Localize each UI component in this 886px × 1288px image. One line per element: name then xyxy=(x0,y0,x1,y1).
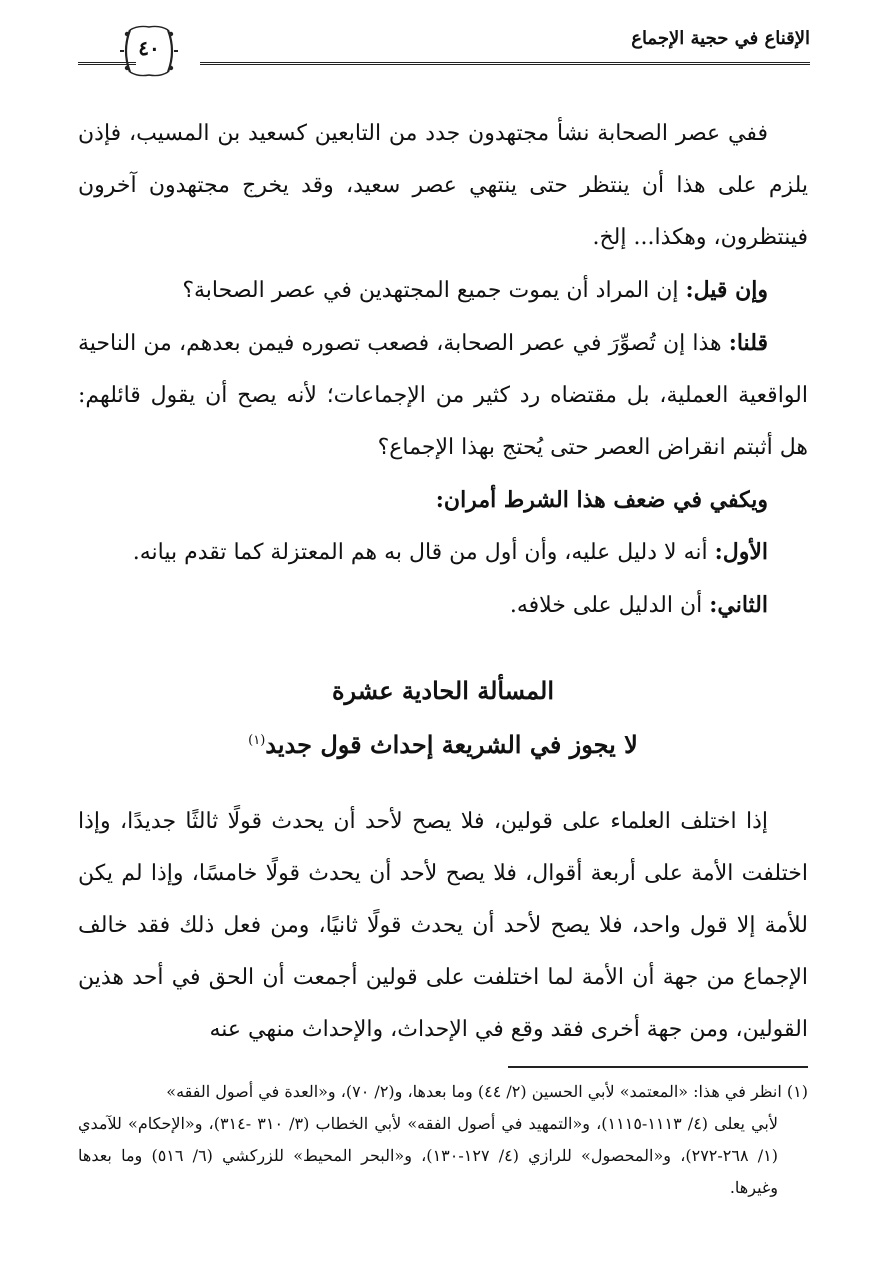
paragraph-text: أن الدليل على خلافه. xyxy=(509,593,710,618)
paragraph-lead: وإن قيل: xyxy=(685,277,768,303)
main-text xyxy=(78,108,808,632)
section-subtitle xyxy=(78,730,808,759)
section-text xyxy=(78,796,808,1056)
paragraph: إذا اختلف العلماء على قولين، فلا يصح لأحد أن يحدث قولًا ثالثًا جديدًا، وإذا اختلفت الأمة على أربعة أقوال، فلا يصح لأحد أن يحدث قولًا خامسًا، وإذا لم يكن للأمة إلا قول واحد، فلا يصح لأحد أن يحدث قولًا ثانيًا، ومن فعل ذلك فقد خالف الإجماع من جهة أن الأمة لما اختلفت على قولين أجمعت أن الحق في أحد هذين القولين، ومن جهة أخرى فقد وقع في الإحداث، والإحداث منهي عنه xyxy=(78,809,808,1042)
paragraph-lead: الأول: xyxy=(714,539,768,565)
paragraph-text: أنه لا دليل عليه، وأن أول من قال به هم المعتزلة كما تقدم بيانه. xyxy=(132,540,715,565)
paragraph-text: إن المراد أن يموت جميع المجتهدين في عصر الصحابة؟ xyxy=(182,278,686,303)
paragraph: ففي عصر الصحابة نشأ مجتهدون جدد من التابعين كسعيد بن المسيب، فإذن يلزم على هذا أن ينتظر حتى ينتهي عصر سعيد، وقد يخرج مجتهدون آخرون فينتظرون، وهكذا... إلخ. xyxy=(78,121,808,250)
footnote-line: (١) انظر في هذا: «المعتمد» لأبي الحسين (٢/ ٤٤) وما بعدها، و(٢/ ٧٠)، و«العدة في أصول الفقه» xyxy=(166,1082,808,1101)
page-header xyxy=(78,22,810,82)
paragraph xyxy=(78,579,808,632)
paragraph xyxy=(78,526,808,579)
paragraph-heading: ويكفي في ضعف هذا الشرط أمران: xyxy=(435,487,768,513)
paragraph xyxy=(78,264,808,317)
footnote-separator xyxy=(508,1066,808,1068)
paragraph-lead: الثاني: xyxy=(709,592,768,618)
running-title: الإقناع في حجية الإجماع xyxy=(631,28,810,49)
footnote-marker: (١) xyxy=(248,733,266,748)
footnote-line: لأبي يعلى (٤/ ١١١٣-١١١٥)، و«التمهيد في أصول الفقه» لأبي الخطاب (٣/ ٣١٠ -٣١٤)، و«الإحكام» للآمدي (١/ ٢٦٨-٢٧٢)، و«المحصول» للرازي (٤/ ١٢٧-١٣٠)، و«البحر المحيط» للزركشي (٦/ ٥١٦) وما بعدها وغيرها. xyxy=(78,1114,779,1197)
page-number: ٤٠ xyxy=(138,36,160,60)
header-rule-right xyxy=(200,62,810,68)
page-number-ornament xyxy=(118,22,180,80)
paragraph-lead: قلنا: xyxy=(728,330,768,356)
footnote xyxy=(78,1076,808,1204)
section-subtitle-text: لا يجوز في الشريعة إحداث قول جديد xyxy=(265,730,638,759)
section-title: المسألة الحادية عشرة xyxy=(331,676,555,705)
paragraph xyxy=(78,317,808,474)
paragraph-text: هذا إن تُصوِّرَ في عصر الصحابة، فصعب تصوره فيمن بعدهم، من الناحية الواقعية العملية، بل مقتضاه رد كثير من الإجماعات؛ لأنه يصح أن يقول قائلهم: هل أثبتم انقراض العصر حتى يُحتج بهذا الإجماع؟ xyxy=(78,331,808,460)
